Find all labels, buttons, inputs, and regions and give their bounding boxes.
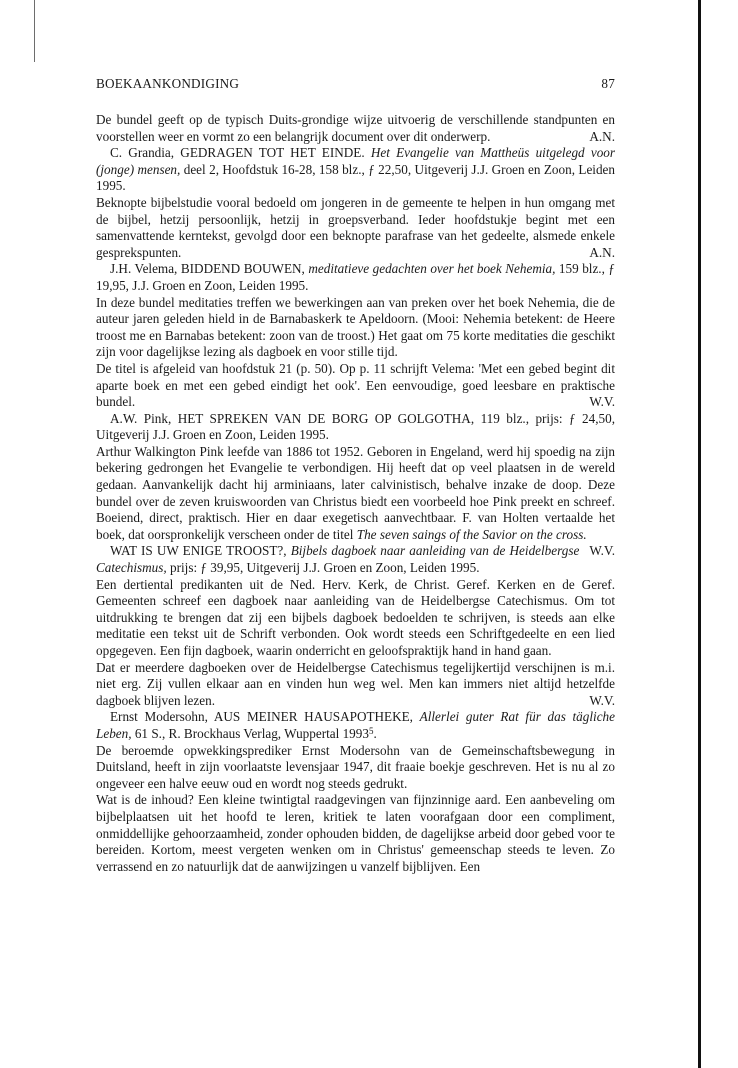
- paragraph-text: Wat is de inhoud? Een kleine twintigtal raadgevingen van fijnzinnige aard. Een aanbeveling om bijbelplaatsen uit het hoofd te leren, kritiek te laten voorafgaan door een compliment, onmiddellijke gehoorzaamheid, zonder ophouden bidden, de dagelijkse arbeid door gebed voor te bereiden. Kortom, meest vergeten wenken om in Christus' gemeenschap steeds te leven. Zo verrassend en zo natuurlijk dat de aanwijzingen u vanzelf bijblijven. Een: [96, 792, 615, 874]
- edition-superscript: 5: [368, 725, 374, 736]
- book-subtitle: Allerlei guter Rat für das tägliche Leben,: [96, 709, 615, 741]
- paragraph: [96, 195, 615, 261]
- book-author: C. Grandia,: [110, 145, 175, 161]
- book-subtitle: Bijbels dagboek naar aanleiding van de Heidelbergse Catechismus,: [96, 543, 580, 576]
- paragraph-text: Arthur Walkington Pink leefde van 1886 tot 1952. Geboren in Engeland, werd hij spoedig na zijn bekering gedrongen het Evangelie te verbondigen. Hij heeft dat op veel plaatsen in de wereld gedaan. Aanvankelijk dacht hij arminiaans, later calvinistisch, behalve inzake de doop. Deze bundel over de zeven kruiswoorden van Christus biedt een voorbeeld hoe Pink preekt en schreef. Boeiend, direct, praktisch. Hier en daar exegetisch aanvechtbaar. F. van Holten vertaalde het boek, dat oorspronkelijk verscheen onder de titel: [96, 443, 615, 542]
- book-publication: 119 blz., prijs: ƒ 24,50, Uitgeverij J.J. Groen en Zoon, Leiden 1995.: [96, 410, 615, 443]
- scan-edge-right: [698, 0, 701, 1068]
- book-publication: deel 2, Hoofdstuk 16-28, 158 blz., ƒ 22,50, Uitgeverij J.J. Groen en Zoon, Leiden 1995.: [96, 161, 615, 194]
- paragraph-text: In deze bundel meditaties treffen we bewerkingen aan van preken over het boek Nehemia, die de auteur jaren geleden hield in de Barnabaskerk te Apeldoorn. (Mooi: Nehemia betekent: de Heere troost me en Barnabas betekent: zoon van de troost.) Het gaat om 75 korte meditaties die geschikt zijn voor dagelijkse lezing als dagboek en voor stille tijd.: [96, 294, 615, 360]
- book-author: Ernst Modersohn,: [110, 709, 208, 725]
- paragraph: [96, 112, 615, 145]
- paragraph: [96, 361, 615, 411]
- book-entry: [96, 543, 615, 576]
- book-author: A.W. Pink,: [110, 410, 172, 426]
- punctuation: .: [373, 725, 377, 741]
- paragraph-text: De titel is afgeleid van hoofdstuk 21 (p. 50). Op p. 11 schrijft Velema: 'Met een gebed begint dit aparte boek en met een gebed eindigt het ook'. Een eenvoudige, goed leesbare en praktische bundel.: [96, 360, 615, 410]
- paragraph: [96, 660, 615, 710]
- book-entry: [96, 145, 615, 195]
- running-head: [96, 76, 615, 92]
- book-title: HET SPREKEN VAN DE BORG OP GOLGOTHA,: [177, 410, 475, 426]
- page-body: [96, 112, 615, 875]
- paragraph-text: De bundel geeft op de typisch Duits-grondige wijze uitvoerig de verschillende standpunten en voorstellen weer en vormt zo een belangrijk document over dit onderwerp.: [96, 112, 615, 144]
- paragraph: [96, 792, 615, 875]
- paragraph: [96, 577, 615, 660]
- page-number: 87: [601, 76, 615, 91]
- reviewer-initials: A.N.: [589, 244, 615, 260]
- paragraph: [96, 295, 615, 361]
- book-title: AUS MEINER HAUSAPOTHEKE,: [213, 709, 413, 725]
- paragraph-text: De beroemde opwekkingsprediker Ernst Modersohn van de Gemeinschaftsbewegung in Duitsland, heeft in zijn voorlaatste levensjaar 1947, dit fraaie boekje geschreven. Het is nu al zo ongeveer een halve eeuw oud en wordt nog steeds gedrukt.: [96, 742, 615, 791]
- reviewer-initials: W.V.: [589, 394, 615, 410]
- paragraph-text: Beknopte bijbelstudie vooral bedoeld om jongeren in de gemeente te helpen in hun omgang met de bijbel, hetzij persoonlijk, hetzij in groepsverband. Ieder hoofdstukje begint met een samenvattende kerntekst, gevolgd door een beknopte parafrase van het gedeelte, alsmede enkele gesprekspunten.: [96, 194, 615, 260]
- book-publication: 61 S., R. Brockhaus Verlag, Wuppertal 1993: [134, 725, 369, 741]
- book-subtitle: Het Evangelie van Mattheüs uitgelegd voor (jonge) mensen,: [96, 145, 616, 177]
- book-title: BIDDEND BOUWEN,: [180, 261, 305, 277]
- book-entry: [96, 411, 615, 444]
- book-entry: [96, 261, 615, 294]
- book-author: J.H. Velema,: [110, 261, 178, 277]
- reviewer-initials: A.N.: [589, 128, 615, 144]
- reviewer-initials: W.V.: [589, 543, 615, 559]
- section-title: BOEKAANKONDIGING: [96, 76, 240, 91]
- reviewer-initials: W.V.: [589, 692, 615, 708]
- original-title: The seven saings of the Savior on the cross.: [356, 526, 587, 542]
- paragraph: [96, 743, 615, 793]
- paragraph-text: Dat er meerdere dagboeken over de Heidelbergse Catechismus tegelijkertijd verschijnen is m.i. niet erg. Zij vullen elkaar aan en vinden hun weg wel. Men kan immers niet altijd hetzelfde dagboek blijven lezen.: [96, 659, 615, 708]
- book-title: GEDRAGEN TOT HET EINDE.: [180, 145, 365, 161]
- book-title: WAT IS UW ENIGE TROOST?,: [110, 543, 287, 559]
- book-entry: [96, 709, 615, 742]
- paragraph-text: Een dertiental predikanten uit de Ned. Herv. Kerk, de Christ. Geref. Kerken en de Geref. Gemeenten schreef een dagboek naar aanleiding van de Heidelbergse Catechismus. Om tot uitdrukking te brengen dat zij een bijbels dagboek bedoelden te schrijven, is steeds aan elke meditatie een tekst uit de Schrift verbonden. Ook wordt steeds een Schriftgedeelte en een lied opgegeven. Een fijn dagboek, waarin onderricht en geloofspraktijk hand in hand gaan.: [96, 576, 615, 658]
- book-publication: 159 blz., ƒ 19,95, J.J. Groen en Zoon, Leiden 1995.: [96, 261, 615, 293]
- book-publication: prijs: ƒ 39,95, Uitgeverij J.J. Groen en Zoon, Leiden 1995.: [170, 560, 480, 576]
- scan-edge-left: [34, 0, 35, 62]
- book-subtitle: meditatieve gedachten over het boek Nehemia,: [308, 261, 556, 277]
